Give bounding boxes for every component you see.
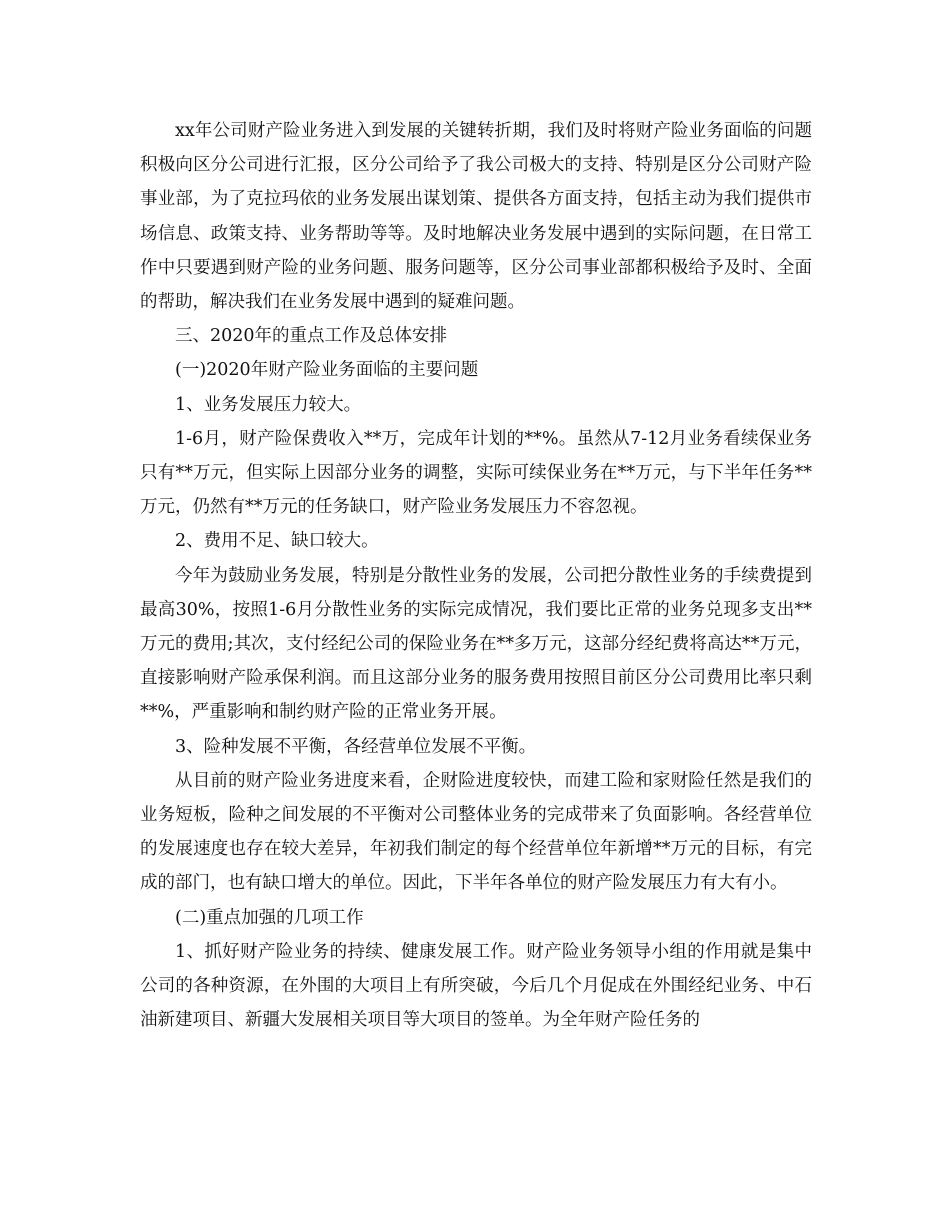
item-heading-insufficient-costs: 2、费用不足、缺口较大。 bbox=[175, 531, 379, 552]
subsection-heading-key-tasks: (二)重点加强的几项工作 bbox=[175, 907, 364, 928]
document-body bbox=[140, 114, 812, 1037]
subsection-heading-main-problems: (一)2020年财产险业务面临的主要问题 bbox=[175, 360, 479, 381]
paragraph-support-from-branch: xx年公司财产险业务进入到发展的关键转折期，我们及时将财产险业务面临的问题积极向区分公司进行汇报，区分公司给予了我公司极大的支持、特别是区分公司财产险事业部，为了克拉玛依的业务发展出谋划策、提供各方面支持，包括主动为我们提供市场信息、政策支持、业务帮助等等。及时地解决业务发展中遇到的实际问题，在日常工作中只要遇到财产险的业务问题、服务问题等，区分公司事业部都积极给予及时、全面的帮助，解决我们在业务发展中遇到的疑难问题。 bbox=[140, 121, 812, 313]
paragraph-premium-income: 1-6月，财产险保费收入**万，完成年计划的**%。虽然从7-12月业务看续保业务只有**万元，但实际上因部分业务的调整，实际可续保业务在**万元，与下半年任务**万元，仍然有**万元的任务缺口，财产险业务发展压力不容忽视。 bbox=[140, 428, 812, 518]
paragraph-commission-costs: 今年为鼓励业务发展，特别是分散性业务的发展，公司把分散性业务的手续费提到最高30%，按照1-6月分散性业务的实际完成情况，我们要比正常的业务兑现多支出**万元的费用;其次，支付经纪公司的保险业务在**多万元，这部分经纪费将高达**万元，直接影响财产险承保利润。而且这部分业务的服务费用按照目前区分公司费用比率只剩**%，严重影响和制约财产险的正常业务开展。 bbox=[140, 565, 812, 723]
paragraph-business-progress: 从目前的财产险业务进度来看，企财险进度较快，而建工险和家财险任然是我们的业务短板，险种之间发展的不平衡对公司整体业务的完成带来了负面影响。各经营单位的发展速度也存在较大差异，年初我们制定的每个经营单位年新增**万元的目标，有完成的部门，也有缺口增大的单位。因此，下半年各单位的财产险发展压力有大有小。 bbox=[140, 770, 812, 894]
paragraph-sustained-development: 1、抓好财产险业务的持续、健康发展工作。财产险业务领导小组的作用就是集中公司的各种资源，在外围的大项目上有所突破，今后几个月促成在外围经纪业务、中石油新建项目、新疆大发展相关项目等大项目的签单。为全年财产险任务的 bbox=[140, 941, 812, 1031]
item-heading-imbalance: 3、险种发展不平衡，各经营单位发展不平衡。 bbox=[175, 736, 537, 757]
item-heading-business-pressure: 1、业务发展压力较大。 bbox=[175, 394, 362, 415]
section-heading-2020-key-work: 三、2020年的重点工作及总体安排 bbox=[175, 326, 448, 347]
